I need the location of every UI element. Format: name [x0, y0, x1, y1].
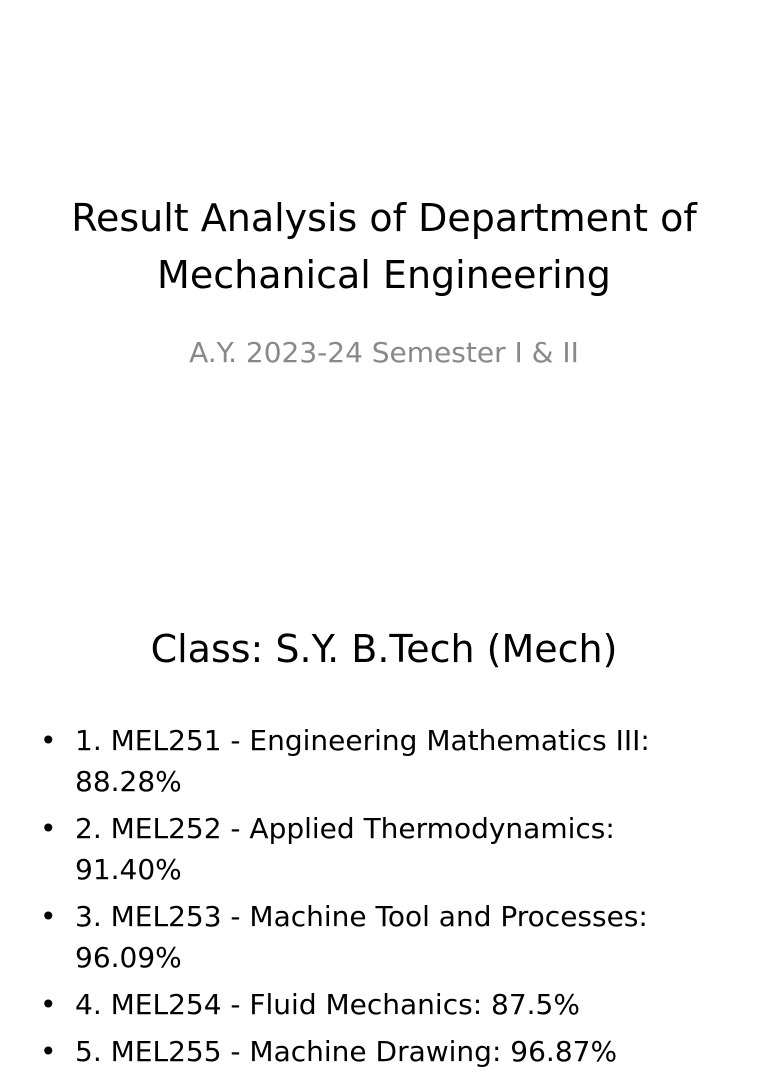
subject-result-text: 4. MEL254 - Fluid Mechanics: 87.5% [75, 988, 580, 1021]
subject-result-item [40, 984, 730, 1025]
bullet-icon: • [40, 724, 57, 757]
slide-title: Result Analysis of Department of Mechanical Engineering [71, 196, 697, 297]
subject-result-item [40, 720, 730, 802]
slide-subtitle: A.Y. 2023-24 Semester I & II [189, 336, 579, 369]
subject-result-item [40, 808, 730, 890]
class-results-slide [0, 576, 768, 1068]
bullet-icon: • [40, 812, 57, 845]
subject-result-text: 2. MEL252 - Applied Thermodynamics: 91.40% [75, 812, 615, 886]
subject-result-item [40, 1031, 730, 1072]
subject-results-list [40, 720, 730, 1078]
subject-result-text: 1. MEL251 - Engineering Mathematics III: 88.28% [75, 724, 650, 798]
subject-result-text: 3. MEL253 - Machine Tool and Processes: 96.09% [75, 900, 648, 974]
bullet-icon: • [40, 988, 57, 1021]
bullet-icon: • [40, 900, 57, 933]
bullet-icon: • [40, 1035, 57, 1068]
subject-result-text: 5. MEL255 - Machine Drawing: 96.87% [75, 1035, 618, 1068]
class-heading: Class: S.Y. B.Tech (Mech) [150, 627, 618, 671]
subject-result-item [40, 896, 730, 978]
